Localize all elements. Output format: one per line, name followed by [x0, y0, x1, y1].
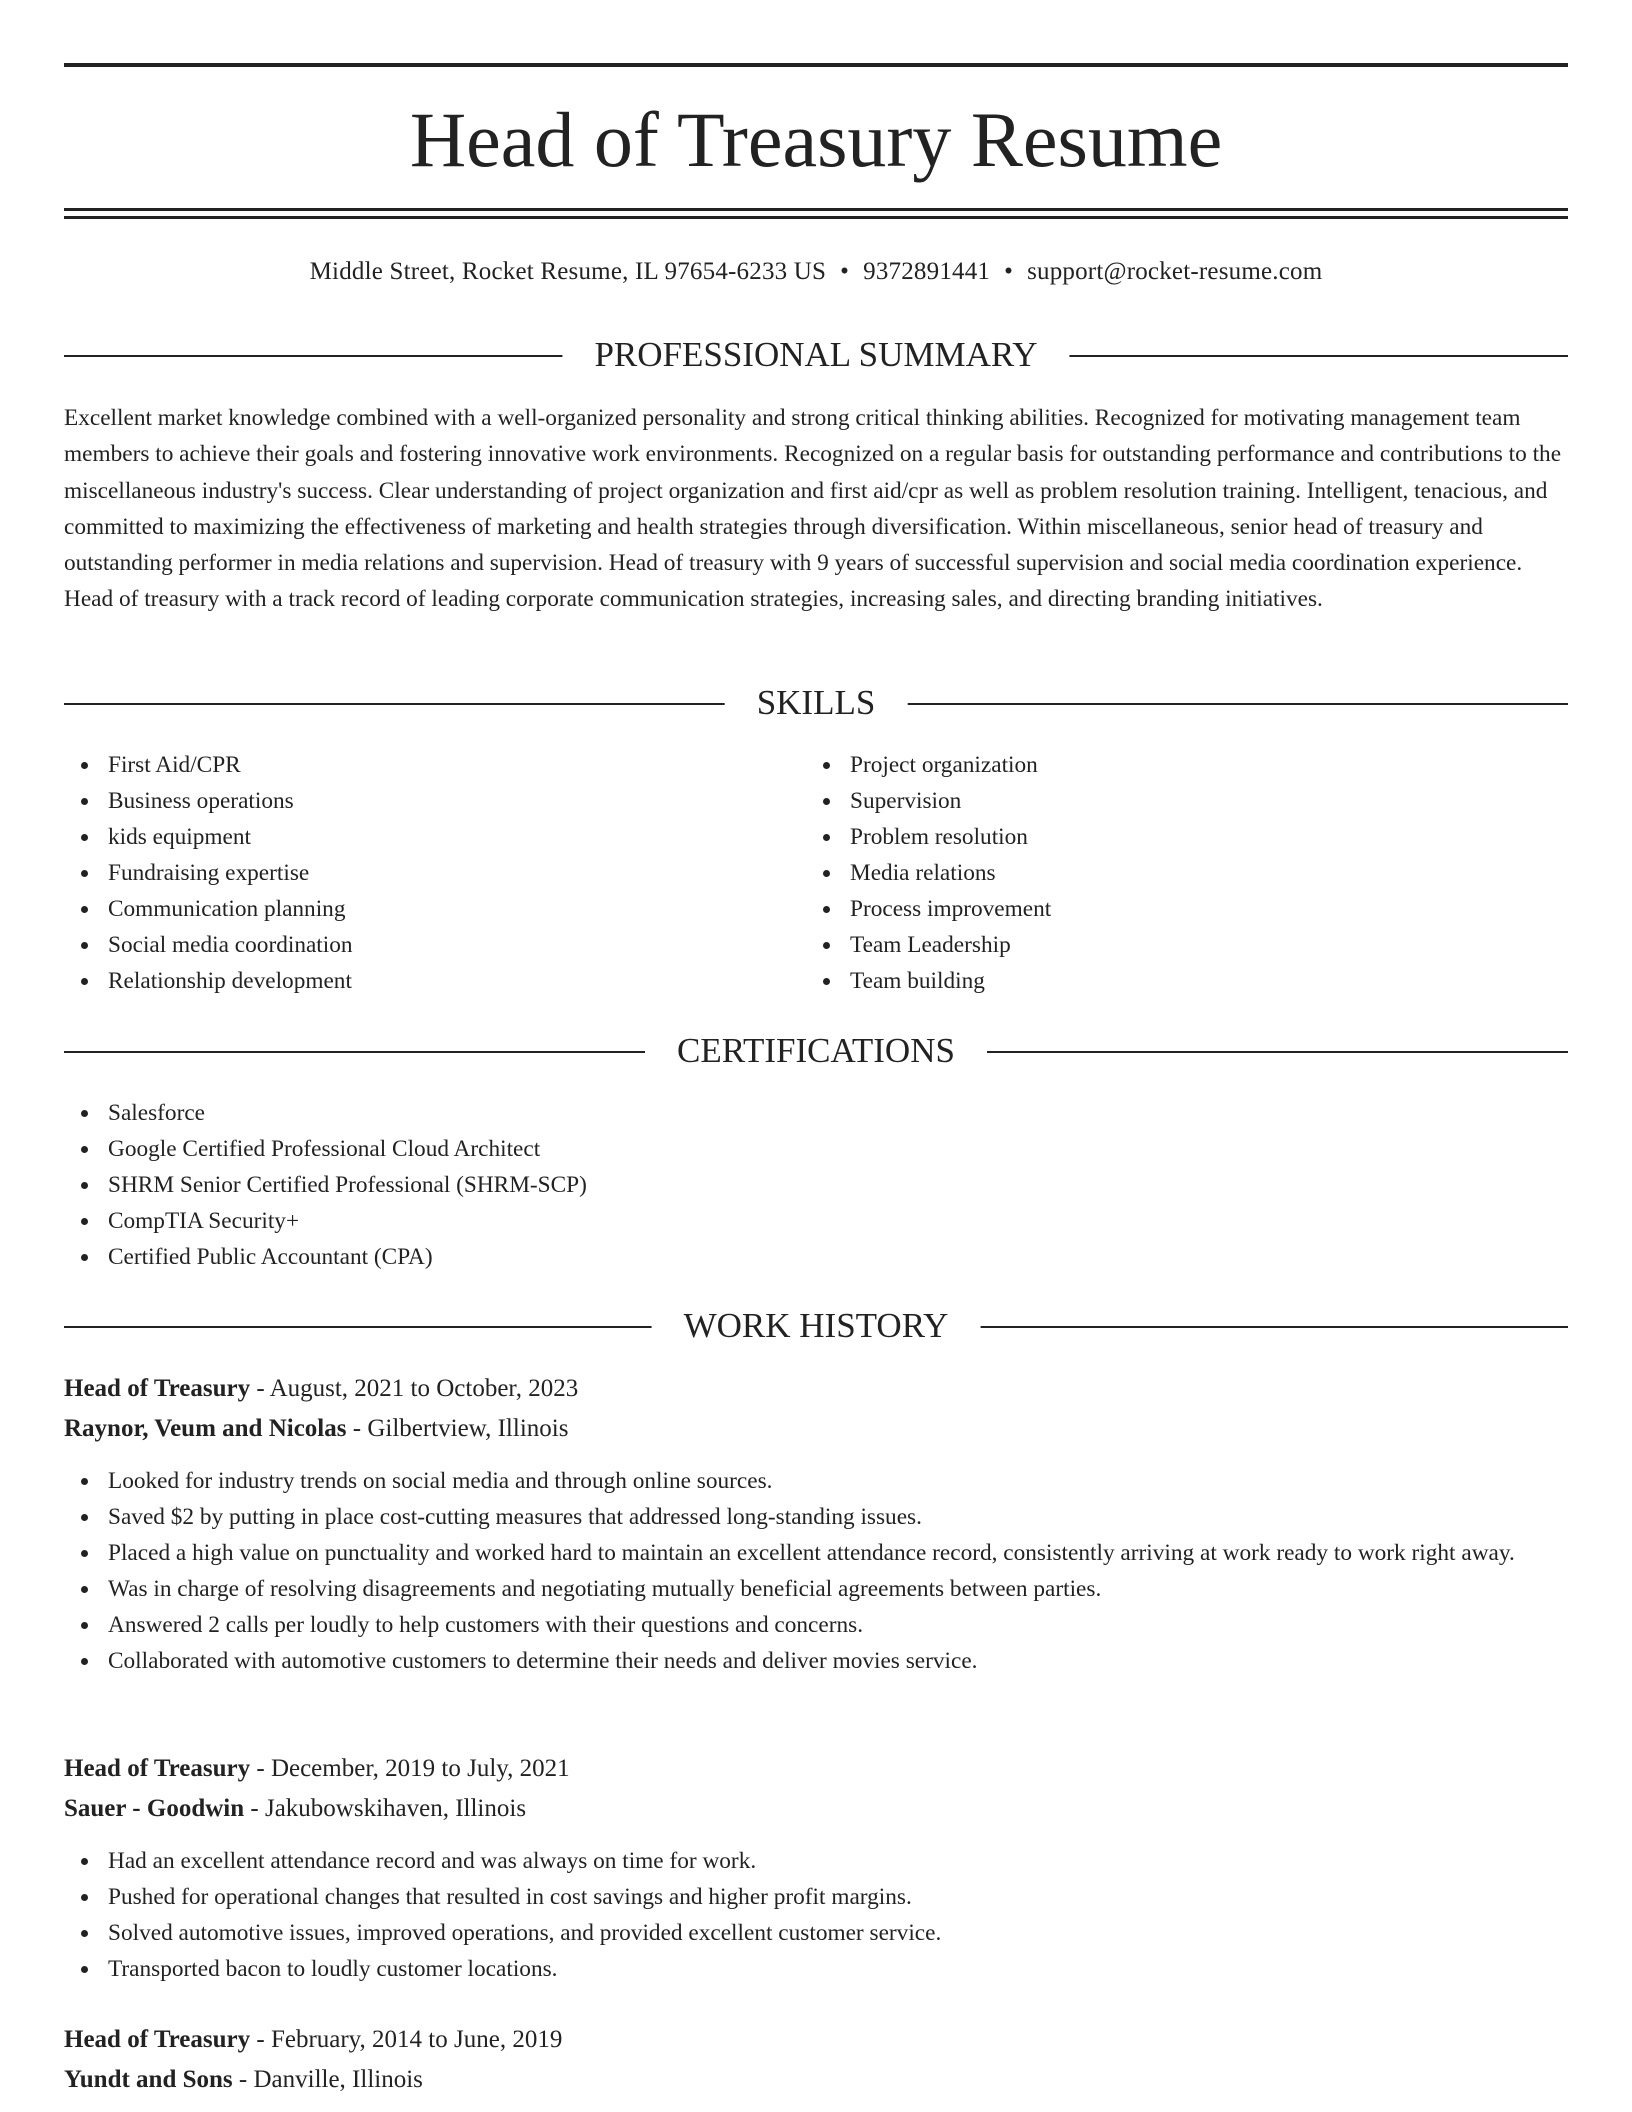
job-bullets — [64, 1843, 1568, 1987]
title-double-rule-lower — [64, 216, 1568, 219]
skill-item: Business operations — [64, 783, 764, 819]
title-double-rule-upper — [64, 208, 1568, 211]
summary-heading — [64, 333, 1568, 377]
skill-item: Supervision — [806, 783, 1506, 819]
job-location: Gilbertview, Illinois — [367, 1415, 569, 1442]
job-title-line: Head of Treasury - February, 2014 to June, 2019 — [64, 2026, 563, 2053]
job-company: Raynor, Veum and Nicolas — [64, 1415, 347, 1442]
job-title: Head of Treasury — [64, 1755, 251, 1782]
certification-item: Certified Public Accountant (CPA) — [64, 1239, 1568, 1275]
certifications-list — [64, 1095, 1568, 1275]
skill-item: Team Leadership — [806, 927, 1506, 963]
job-bullet: Had an excellent attendance record and was always on time for work. — [64, 1843, 1568, 1879]
certification-item: Google Certified Professional Cloud Architect — [64, 1131, 1568, 1167]
certifications-heading-label: CERTIFICATIONS — [645, 1029, 987, 1073]
job-company-line: Yundt and Sons - Danville, Illinois — [64, 2066, 423, 2093]
contact-line — [0, 255, 1632, 289]
job-bullet: Transported bacon to loudly customer locations. — [64, 1951, 1568, 1987]
job-bullet: Pushed for operational changes that resulted in cost savings and higher profit margins. — [64, 1879, 1568, 1915]
page-title: Head of Treasury Resume — [409, 96, 1223, 183]
contact-email[interactable]: support@rocket-resume.com — [1027, 258, 1323, 285]
work-history-heading — [64, 1304, 1568, 1348]
skill-item: Social media coordination — [64, 927, 764, 963]
job-company-line: Raynor, Veum and Nicolas - Gilbertview, Illinois — [64, 1415, 569, 1442]
job-bullet: Placed a high value on punctuality and worked hard to maintain an excellent attendance record, consistently arriving at work ready to work right away. — [64, 1535, 1568, 1571]
job-company-line: Sauer - Goodwin - Jakubowskihaven, Illinois — [64, 1795, 527, 1822]
skill-item: First Aid/CPR — [64, 747, 764, 783]
skill-item: Media relations — [806, 855, 1506, 891]
contact-separator: • — [840, 258, 850, 285]
skills-heading — [64, 681, 1568, 725]
job-company: Sauer - Goodwin — [64, 1795, 245, 1822]
summary-text: Excellent market knowledge combined with a well-organized personality and strong critical thinking abilities. Recognized for motivating management team members to achieve their goals and fostering innovative work environments. Recognized on a regular basis for outstanding performance and contributions to the miscellaneous industry's success. Clear understanding of project organization and first aid/cpr as well as problem resolution training. Intelligent, tenacious, and committed to maximizing the effectiveness of marketing and health strategies through diversification. Within miscellaneous, senior head of treasury and outstanding performer in media relations and supervision. Head of treasury with 9 years of successful supervision and social media coordination experience. Head of treasury with a track record of leading corporate communication strategies, increasing sales, and directing branding initiatives. — [64, 405, 1562, 613]
job-bullet: Solved automotive issues, improved operations, and provided excellent customer service. — [64, 1915, 1568, 1951]
contact-separator: • — [1004, 258, 1014, 285]
job-title-line: Head of Treasury - December, 2019 to July, 2021 — [64, 1755, 570, 1782]
certification-item: CompTIA Security+ — [64, 1203, 1568, 1239]
job-bullet: Collaborated with automotive customers to determine their needs and deliver movies service. — [64, 1643, 1568, 1679]
job-bullet: Answered 2 calls per loudly to help customers with their questions and concerns. — [64, 1607, 1568, 1643]
skills-heading-label: SKILLS — [725, 681, 908, 725]
certifications-heading — [64, 1029, 1568, 1073]
skill-item: Problem resolution — [806, 819, 1506, 855]
job-location: Jakubowskihaven, Illinois — [264, 1795, 527, 1822]
contact-phone: 9372891441 — [863, 258, 991, 285]
job-company: Yundt and Sons — [64, 2066, 233, 2093]
certification-item: Salesforce — [64, 1095, 1568, 1131]
job-title: Head of Treasury — [64, 1375, 251, 1402]
skills-list-left — [64, 747, 764, 999]
certification-item: SHRM Senior Certified Professional (SHRM-SCP) — [64, 1167, 1568, 1203]
skill-item: Communication planning — [64, 891, 764, 927]
job-dates: February, 2014 to June, 2019 — [270, 2026, 563, 2053]
job-bullet: Saved $2 by putting in place cost-cutting measures that addressed long-standing issues. — [64, 1499, 1568, 1535]
job-title: Head of Treasury — [64, 2026, 251, 2053]
job-location: Danville, Illinois — [253, 2066, 423, 2093]
skill-item: kids equipment — [64, 819, 764, 855]
job-dates: December, 2019 to July, 2021 — [270, 1755, 570, 1782]
job-bullet: Was in charge of resolving disagreements and negotiating mutually beneficial agreements between parties. — [64, 1571, 1568, 1607]
job-title-line: Head of Treasury - August, 2021 to October, 2023 — [64, 1375, 579, 1402]
skill-item: Relationship development — [64, 963, 764, 999]
job-dates: August, 2021 to October, 2023 — [269, 1375, 579, 1402]
skill-item: Team building — [806, 963, 1506, 999]
skill-item: Project organization — [806, 747, 1506, 783]
top-rule — [64, 63, 1568, 67]
contact-address: Middle Street, Rocket Resume, IL 97654-6233 US — [309, 258, 827, 285]
skill-item: Fundraising expertise — [64, 855, 764, 891]
skills-list-right — [806, 747, 1506, 999]
job-bullets — [64, 1463, 1568, 1679]
work-history-heading-label: WORK HISTORY — [652, 1304, 981, 1348]
skill-item: Process improvement — [806, 891, 1506, 927]
summary-heading-label: PROFESSIONAL SUMMARY — [562, 333, 1069, 377]
job-bullet: Looked for industry trends on social media and through online sources. — [64, 1463, 1568, 1499]
